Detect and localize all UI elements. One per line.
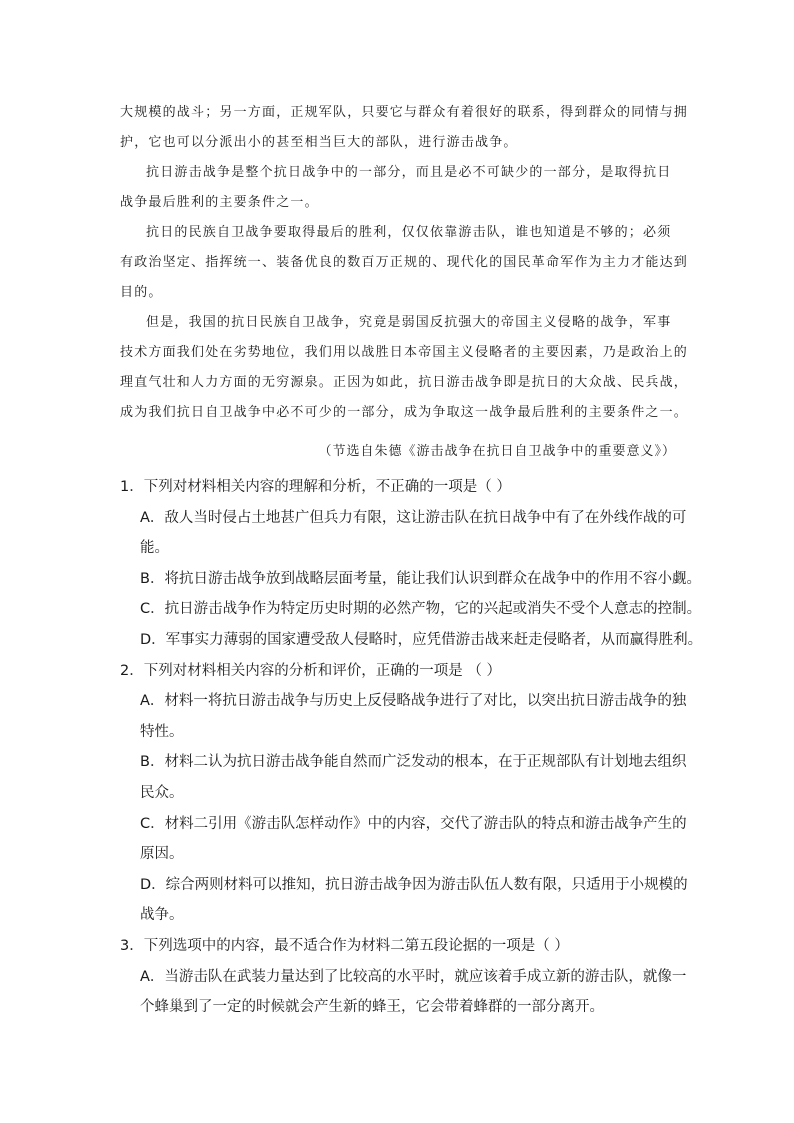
option-text: A．敌人当时侵占土地甚广但兵力有限，这让游击队在抗日战争中有了在外线作战的可 (140, 509, 687, 526)
passage-line: 抗日游击战争是整个抗日战争中的一部分，而且是必不可缺少的一部分，是取得抗日 (146, 165, 672, 180)
passage-line: 大规模的战斗；另一方面，正规军队，只要它与群众有着很好的联系，得到群众的同情与拥 (120, 105, 689, 120)
option-text: C．抗日游击战争作为特定历史时期的必然产物，它的兴起或消失不受个人意志的控制。 (140, 601, 702, 618)
passage-line: 目的。 (120, 285, 163, 300)
question-list (120, 472, 703, 1023)
passage-line: 理直气壮和人力方面的无穷源泉。正因为如此，抗日游击战争即是抗日的大众战、民兵战， (120, 375, 689, 390)
option-text: 战争。 (140, 907, 184, 924)
option-text: 原因。 (140, 846, 184, 863)
option-text: B．将抗日游击战争放到战略层面考量，能让我们认识到群众在战争中的作用不容小觑。 (140, 570, 701, 587)
option-a[interactable] (140, 503, 688, 564)
question-stem: 2．下列对材料相关内容的分析和评价，正确的一项是 （ ） (120, 662, 501, 679)
option-text: C．材料二引用《游击队怎样动作》中的内容，交代了游击队的特点和游击战争产生的 (140, 815, 687, 832)
passage-line: 抗日的民族自卫战争要取得最后的胜利，仅仅依靠游击队，谁也知道是不够的；必须 (146, 225, 672, 240)
option-c[interactable] (140, 594, 702, 625)
option-text: 民众。 (140, 784, 184, 801)
passage-paragraph-3 (120, 218, 689, 308)
option-a[interactable] (140, 962, 688, 1023)
passage-paragraph-1 (120, 98, 689, 158)
passage-source: （节选自朱德《游击战争在抗日自卫战争中的重要意义》） (318, 444, 676, 459)
passage-line: 技术方面我们处在劣势地位，我们用以战胜日本帝国主义侵略者的主要因素，乃是政治上的 (120, 345, 689, 360)
passage-line: 有政治坚定、指挥统一、装备优良的数百万正规的、现代化的国民革命军作为主力才能达到 (120, 255, 689, 270)
passage-line: 成为我们抗日自卫战争中必不可少的一部分，成为争取这一战争最后胜利的主要条件之一。 (120, 405, 689, 420)
option-text: B．材料二认为抗日游击战争能自然而广泛发动的根本，在于正规部队有计划地去组织 (140, 754, 687, 771)
option-text: D．军事实力薄弱的国家遭受敌人侵略时，应凭借游击战来赶走侵略者，从而赢得胜利。 (140, 631, 703, 648)
question-1 (120, 472, 703, 656)
question-2 (120, 656, 690, 931)
question-stem: 1．下列对材料相关内容的理解和分析，不正确的一项是（ ） (120, 479, 511, 495)
option-text: D．综合两则材料可以推知，抗日游击战争因为游击队伍人数有限，只适用于小规模的 (140, 876, 688, 893)
reading-passage (120, 98, 689, 428)
option-b[interactable] (140, 747, 688, 808)
option-a[interactable] (140, 686, 688, 747)
passage-line: 护，它也可以分派出小的甚至相当巨大的部队，进行游击战争。 (120, 135, 518, 150)
option-text: 特性。 (140, 723, 184, 740)
passage-line: 但是，我国的抗日民族自卫战争，究竟是弱国反抗强大的帝国主义侵略的战争，军事 (146, 315, 672, 330)
option-c[interactable] (140, 809, 688, 870)
passage-line: 战争最后胜利的主要条件之一。 (120, 195, 319, 210)
passage-paragraph-2 (120, 158, 676, 218)
option-b[interactable] (140, 564, 701, 595)
option-text: 能。 (140, 540, 169, 557)
question-3 (120, 931, 690, 1023)
passage-paragraph-4 (120, 308, 689, 428)
option-d[interactable] (140, 625, 703, 656)
option-d[interactable] (140, 870, 688, 931)
option-text: A．当游击队在武装力量达到了比较高的水平时，就应该着手成立新的游击队，就像一 (140, 968, 687, 985)
option-text: 个蜂巢到了一定的时候就会产生新的蜂王，它会带着蜂群的一部分离开。 (140, 999, 604, 1016)
question-stem: 3．下列选项中的内容，最不适合作为材料二第五段论据的一项是（ ） (120, 937, 569, 954)
option-text: A．材料一将抗日游击战争与历史上反侵略战争进行了对比，以突出抗日游击战争的独 (140, 693, 687, 710)
